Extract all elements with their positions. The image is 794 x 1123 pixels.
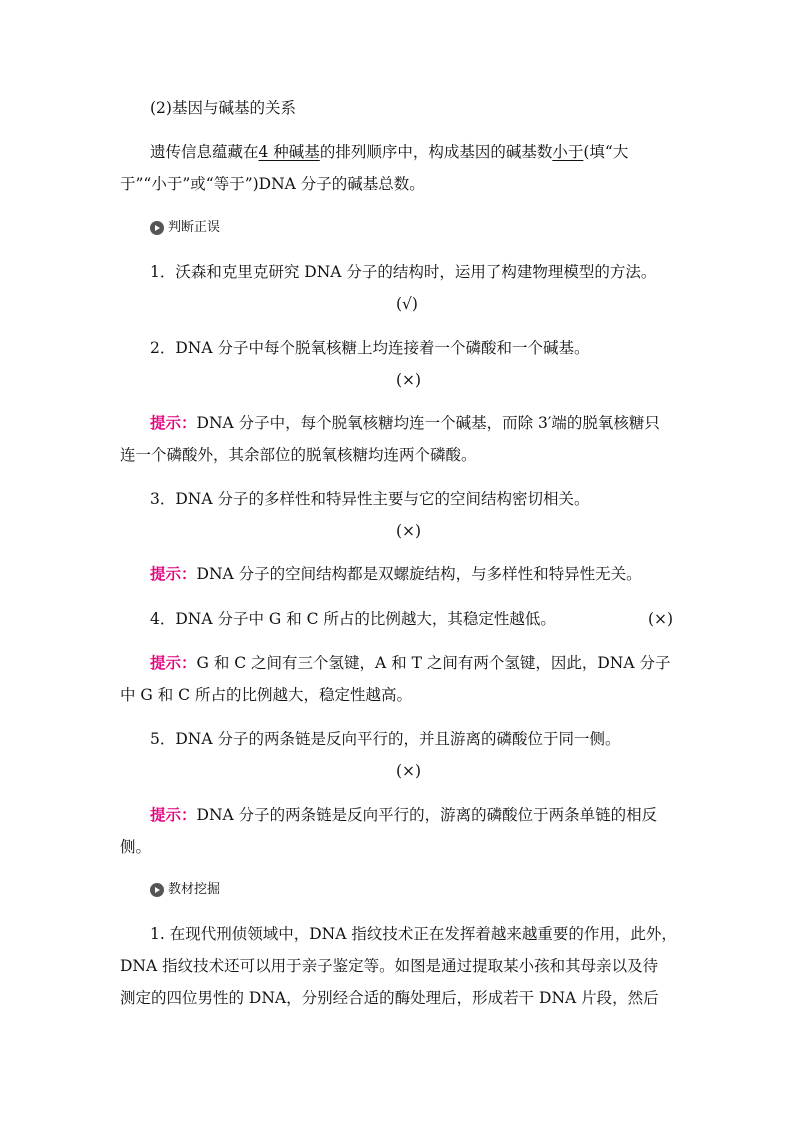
judge-mark-2: (×): [396, 371, 422, 389]
play-circle-icon: [150, 883, 164, 897]
blank-answer-bases: 4 种碱基: [258, 143, 320, 161]
judge-mark-5: (×): [396, 762, 422, 780]
hint-label: 提示：: [150, 564, 197, 583]
hint-label: 提示：: [150, 805, 197, 824]
judge-q2: 2．DNA 分子中每个脱氧核糖上均连接着一个磷酸和一个碱基。: [150, 339, 590, 357]
hint-4-line-2: 中 G 和 C 所占的比例越大，稳定性越高。: [120, 686, 412, 704]
judge-mark-1: (√): [396, 295, 418, 313]
section-textbook-header: [150, 881, 220, 899]
intro-line-1: 遗传信息蕴藏在4 种碱基的排列顺序中，构成基因的碱基数小于(填“大: [150, 143, 629, 161]
textbook-line-1: 1. 在现代刑侦领域中，DNA 指纹技术正在发挥着越来越重要的作用，此外，: [150, 925, 677, 943]
textbook-line-3: 测定的四位男性的 DNA，分别经合适的酶处理后，形成若干 DNA 片段，然后: [120, 989, 659, 1007]
section-judge-header: [150, 219, 220, 237]
hint-label: 提示：: [150, 653, 197, 672]
hint-3-line-1: 提示：DNA 分子的空间结构都是双螺旋结构，与多样性和特异性无关。: [150, 564, 642, 583]
textbook-line-2: DNA 指纹技术还可以用于亲子鉴定等。如图是通过提取某小孩和其母亲以及待: [120, 957, 659, 975]
hint-2-line-1: 提示：DNA 分子中，每个脱氧核糖均连一个碱基，而除 3′端的脱氧核糖只: [150, 413, 660, 432]
judge-q1: 1．沃森和克里克研究 DNA 分子的结构时，运用了构建物理模型的方法。: [150, 263, 657, 281]
section-judge-title: 判断正误: [168, 220, 221, 235]
hint-5-line-1: 提示：DNA 分子的两条链是反向平行的，游离的磷酸位于两条单链的相反: [150, 805, 658, 824]
judge-q4: 4．DNA 分子中 G 和 C 所占的比例越大，其稳定性越低。: [150, 610, 556, 628]
judge-mark-3: (×): [396, 522, 422, 540]
judge-mark-4: (×): [648, 610, 674, 628]
hint-label: 提示：: [150, 413, 197, 432]
section-textbook-title: 教材挖掘: [168, 882, 221, 897]
blank-answer-less-than: 小于: [552, 143, 584, 161]
play-circle-icon: [150, 221, 164, 235]
judge-q3: 3．DNA 分子的多样性和特异性主要与它的空间结构密切相关。: [150, 490, 590, 508]
hint-5-line-2: 侧。: [120, 838, 152, 856]
sub-heading: (2)基因与碱基的关系: [150, 99, 296, 117]
intro-line-2: 于”“小于”或“等于”)DNA 分子的碱基总数。: [120, 175, 425, 193]
hint-2-line-2: 连一个磷酸外，其余部位的脱氧核糖均连两个磷酸。: [120, 446, 477, 464]
hint-4-line-1: 提示：G 和 C 之间有三个氢键，A 和 T 之间有两个氢键，因此，DNA 分子: [150, 653, 671, 672]
judge-q5: 5．DNA 分子的两条链是反向平行的，并且游离的磷酸位于同一侧。: [150, 730, 621, 748]
